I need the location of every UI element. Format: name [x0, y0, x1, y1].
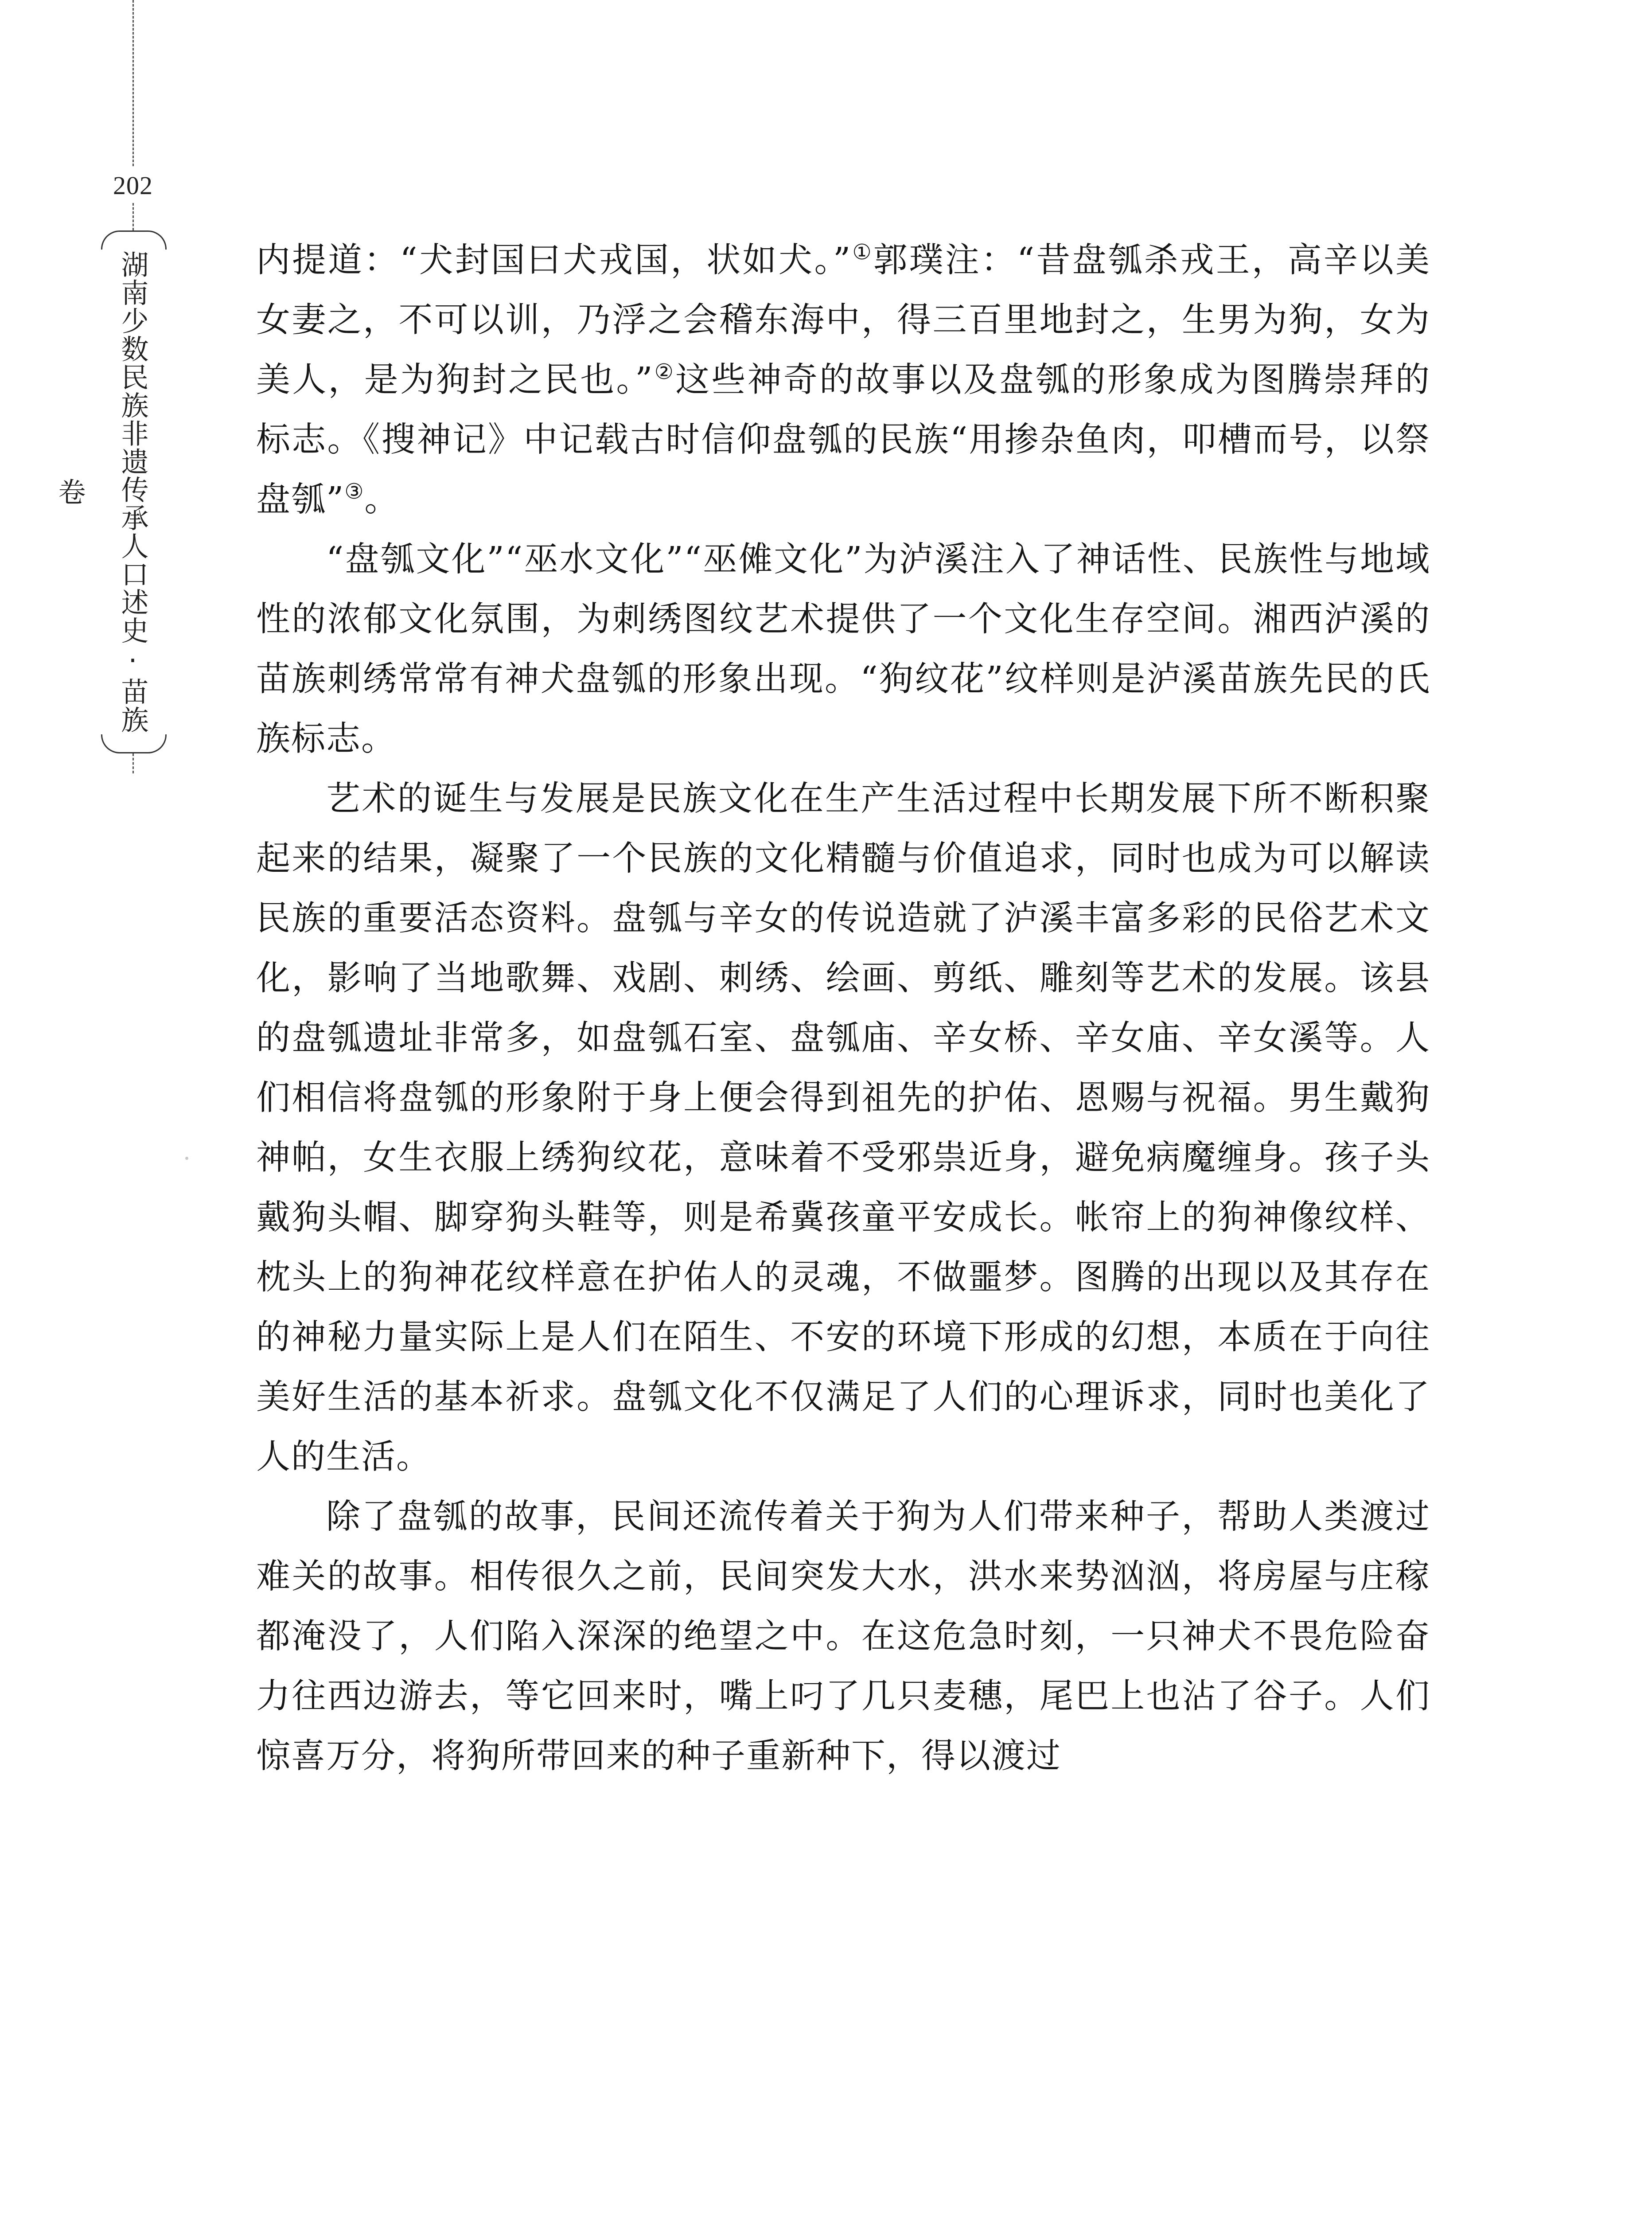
paragraph-text: 。 [364, 480, 400, 519]
paragraph-text: 艺术的诞生与发展是民族文化在生产生活过程中长期发展下所不断积聚起来的结果，凝聚了一个民族的文化精髓与价值追求，同时也成为可以解读民族的重要活态资料。盘瓠与辛女的传说造就了泸溪丰富多彩的民俗艺术文化，影响了当地歌舞、戏剧、刺绣、绘画、剪纸、雕刻等艺术的发展。该县的盘瓠遗址非常多，如盘瓠石室、盘瓠庙、辛女桥、辛女庙、辛女溪等。人们相信将盘瓠的形象附于身上便会得到祖先的护佑、恩赐与祝福。男生戴狗神帕，女生衣服上绣狗纹花，意味着不受邪祟近身，避免病魔缠身。孩子头戴狗头帽、脚穿狗头鞋等，则是希冀孩童平安成长。帐帘上的狗神像纹样、枕头上的狗神花纹样意在护佑人的灵魂，不做噩梦。图腾的出现以及其存在的神秘力量实际上是人们在陌生、不安的环境下形成的幻想，本质在于向往美好生活的基本祈求。盘瓠文化不仅满足了人们的心理诉求，同时也美化了人的生活。 [256, 779, 1430, 1477]
footnote-reference: ③ [344, 479, 365, 504]
paragraph-text: 内提道：“犬封国曰犬戎国，状如犬。” [256, 241, 852, 280]
paragraph-text: “盘瓠文化”“巫水文化”“巫傩文化”为泸溪注入了神话性、民族性与地域性的浓郁文化氛围，为刺绣图纹艺术提供了一个文化生存空间。湘西泸溪的苗族刺绣常常有神犬盘瓠的形象出现。“狗纹花”纹样则是泸溪苗族先民的氏族标志。 [256, 540, 1430, 759]
running-head [54, 230, 164, 753]
footnote-reference: ① [851, 240, 873, 265]
body-paragraph [256, 230, 1430, 530]
paragraph-text: 郭璞注：“昔盘瓠杀戎王，高辛以美女妻之，不可以训，乃浮之会稽东海中，得三百里地封之，生男为狗，女为美人，是为狗封之民也。” [256, 241, 1430, 400]
scan-speck [185, 1157, 188, 1160]
body-paragraph [256, 769, 1430, 1487]
running-head-title: 湖南少数民族非遗传承人口述史·苗族卷 [54, 250, 149, 734]
footnote-reference: ② [653, 359, 676, 384]
margin-dashed-rule-bottom [132, 753, 134, 773]
margin-dashed-rule-top [132, 0, 134, 166]
body-text [256, 230, 1430, 1786]
page-number: 202 [113, 171, 153, 200]
running-head-bracket-top [101, 230, 167, 250]
running-head-bracket-bottom [101, 734, 167, 753]
paragraph-text: 这些神奇的故事以及盘瓠的形象成为图腾崇拜的标志。《搜神记》中记载古时信仰盘瓠的民族“用掺杂鱼肉，叩槽而号，以祭盘瓠” [256, 360, 1430, 519]
body-paragraph [256, 1487, 1430, 1786]
margin-dashed-rule-middle [132, 203, 134, 230]
body-paragraph [256, 530, 1430, 769]
paragraph-text: 除了盘瓠的故事，民间还流传着关于狗为人们带来种子，帮助人类渡过难关的故事。相传很久之前，民间突发大水，洪水来势汹汹，将房屋与庄稼都淹没了，人们陷入深深的绝望之中。在这危急时刻，一只神犬不畏危险奋力往西边游去，等它回来时，嘴上叼了几只麦穗，尾巴上也沾了谷子。人们惊喜万分，将狗所带回来的种子重新种下，得以渡过 [256, 1497, 1430, 1776]
